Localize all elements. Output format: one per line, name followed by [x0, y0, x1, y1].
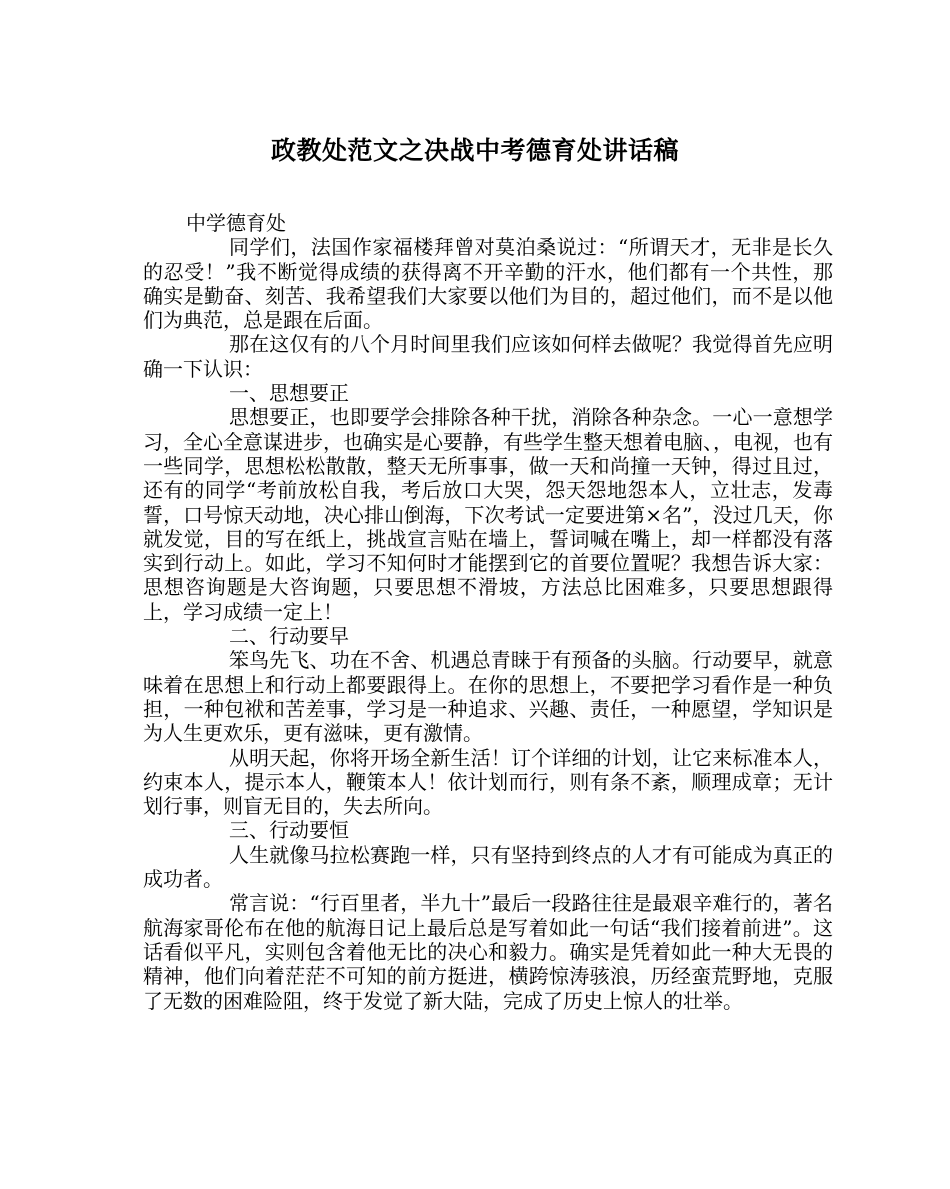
paragraph-intro: 同学们，法国作家福楼拜曾对莫泊桑说过：“所谓天才，无非是长久的忍受！”我不断觉得成绩的获得离不开辛勤的汗水，他们都有一个共性，那确实是勤奋、刻苦、我希望我们大家要以他们为目的，超过他们，而不是以他们为典范，总是跟在后面。 — [143, 235, 833, 333]
section-heading-1: 一、思想要正 — [229, 381, 349, 406]
paragraph-section-2b: 从明天起，你将开场全新生活！订个详细的计划，让它来标准本人，约束本人，提示本人，鞭策本人！依计划而行，则有条不紊，顺理成章；无计划行事，则盲无目的，失去所向。 — [143, 745, 833, 819]
document-body — [143, 211, 833, 1013]
paragraph-question: 那在这仅有的八个月时间里我们应该如何样去做呢？我觉得首先应明确一下认识： — [143, 332, 833, 381]
section-heading-2: 二、行动要早 — [229, 624, 349, 649]
paragraph-section-2a: 笨鸟先飞、功在不舍、机遇总青睐于有预备的头脑。行动要早，就意味着在思想上和行动上都要跟得上。在你的思想上，不要把学习看作是一种负担，一种包袱和苦差事，学习是一种追求、兴趣、责任，一种愿望，学知识是为人生更欢乐，更有滋味，更有激情。 — [143, 648, 833, 746]
paragraph-section-1: 思想要正，也即要学会排除各种干扰，消除各种杂念。一心一意想学习，全心全意谋进步，也确实是心要静，有些学生整天想着电脑、，电视，也有一些同学，思想松松散散，整天无所事事，做一天和尚撞一天钟，得过且过，还有的同学“考前放松自我，考后放口大哭，怨天怨地怨本人，立壮志，发毒誓，口号惊天动地，决心排山倒海，下次考试一定要进第×名”，没过几天，你就发觉，目的写在纸上，挑战宣言贴在墙上，誓词喊在嘴上，却一样都没有落实到行动上。如此，学习不知何时才能摆到它的首要位置呢？我想告诉大家：思想咨询题是大咨询题，只要思想不滑坡，方法总比困难多，只要思想跟得上，学习成绩一定上！ — [143, 405, 833, 624]
document-title: 政教处范文之决战中考德育处讲话稿 — [270, 136, 679, 165]
paragraph-section-3a: 人生就像马拉松赛跑一样，只有坚持到终点的人才有可能成为真正的成功者。 — [143, 842, 833, 892]
paragraph-section-3b: 常言说：“行百里者，半九十”最后一段路往往是最艰辛难行的，著名航海家哥伦布在他的航海日记上最后总是写着如此一句话“我们接着前进”。这话看似平凡，实则包含着他无比的决心和毅力。确实是凭着如此一种大无畏的精神，他们向着茫茫不可知的前方挺进，横跨惊涛骇浪，历经蛮荒野地，克服了无数的困难险阻，终于发觉了新大陆，完成了历史上惊人的壮举。 — [143, 891, 833, 1013]
section-heading-3: 三、行动要恒 — [229, 818, 349, 843]
department-line: 中学德育处 — [186, 211, 286, 235]
